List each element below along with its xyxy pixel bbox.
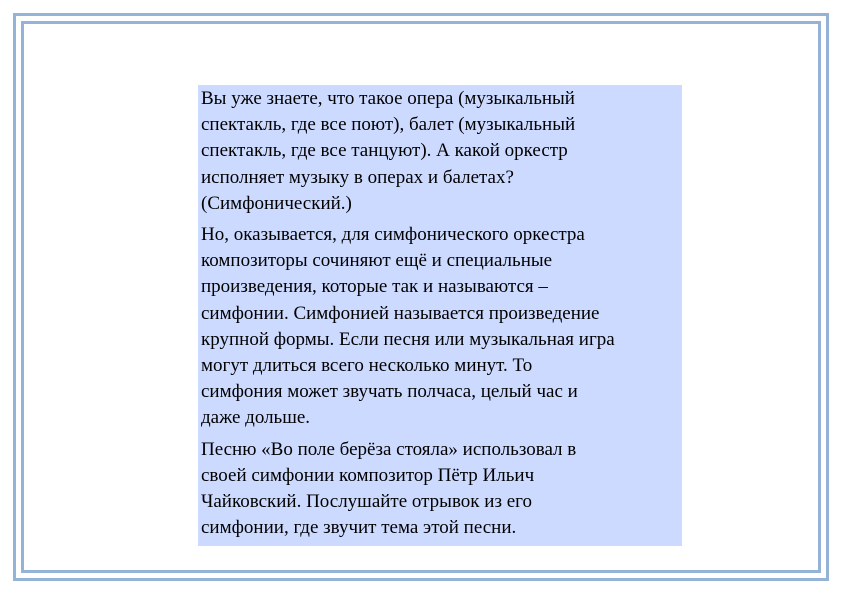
paragraph-symphony-definition: Но, оказывается, для симфонического оркестра композиторы сочиняют ещё и специальные произведения, которые так и называются – симфонии. Симфонией называется произведение крупной формы. Если песня или музыкальная игра могут длиться всего несколько минут. То симфония может звучать полчаса, целый час и даже дольше. — [201, 224, 615, 429]
paragraph-opera-ballet: Вы уже знаете, что такое опера (музыкальный спектакль, где все поют), балет (музыкальный спектакль, где все танцуют). А какой оркестр исполняет музыку в операх и балетах? (Симфонический.) — [201, 88, 576, 214]
paragraph-tchaikovsky: Песню «Во поле берёза стояла» использовал в своей симфонии композитор Пётр Ильич Чайковский. Послушайте отрывок из его симфонии, где звучит тема этой песни. — [201, 438, 577, 539]
slide-text-box — [198, 85, 682, 546]
